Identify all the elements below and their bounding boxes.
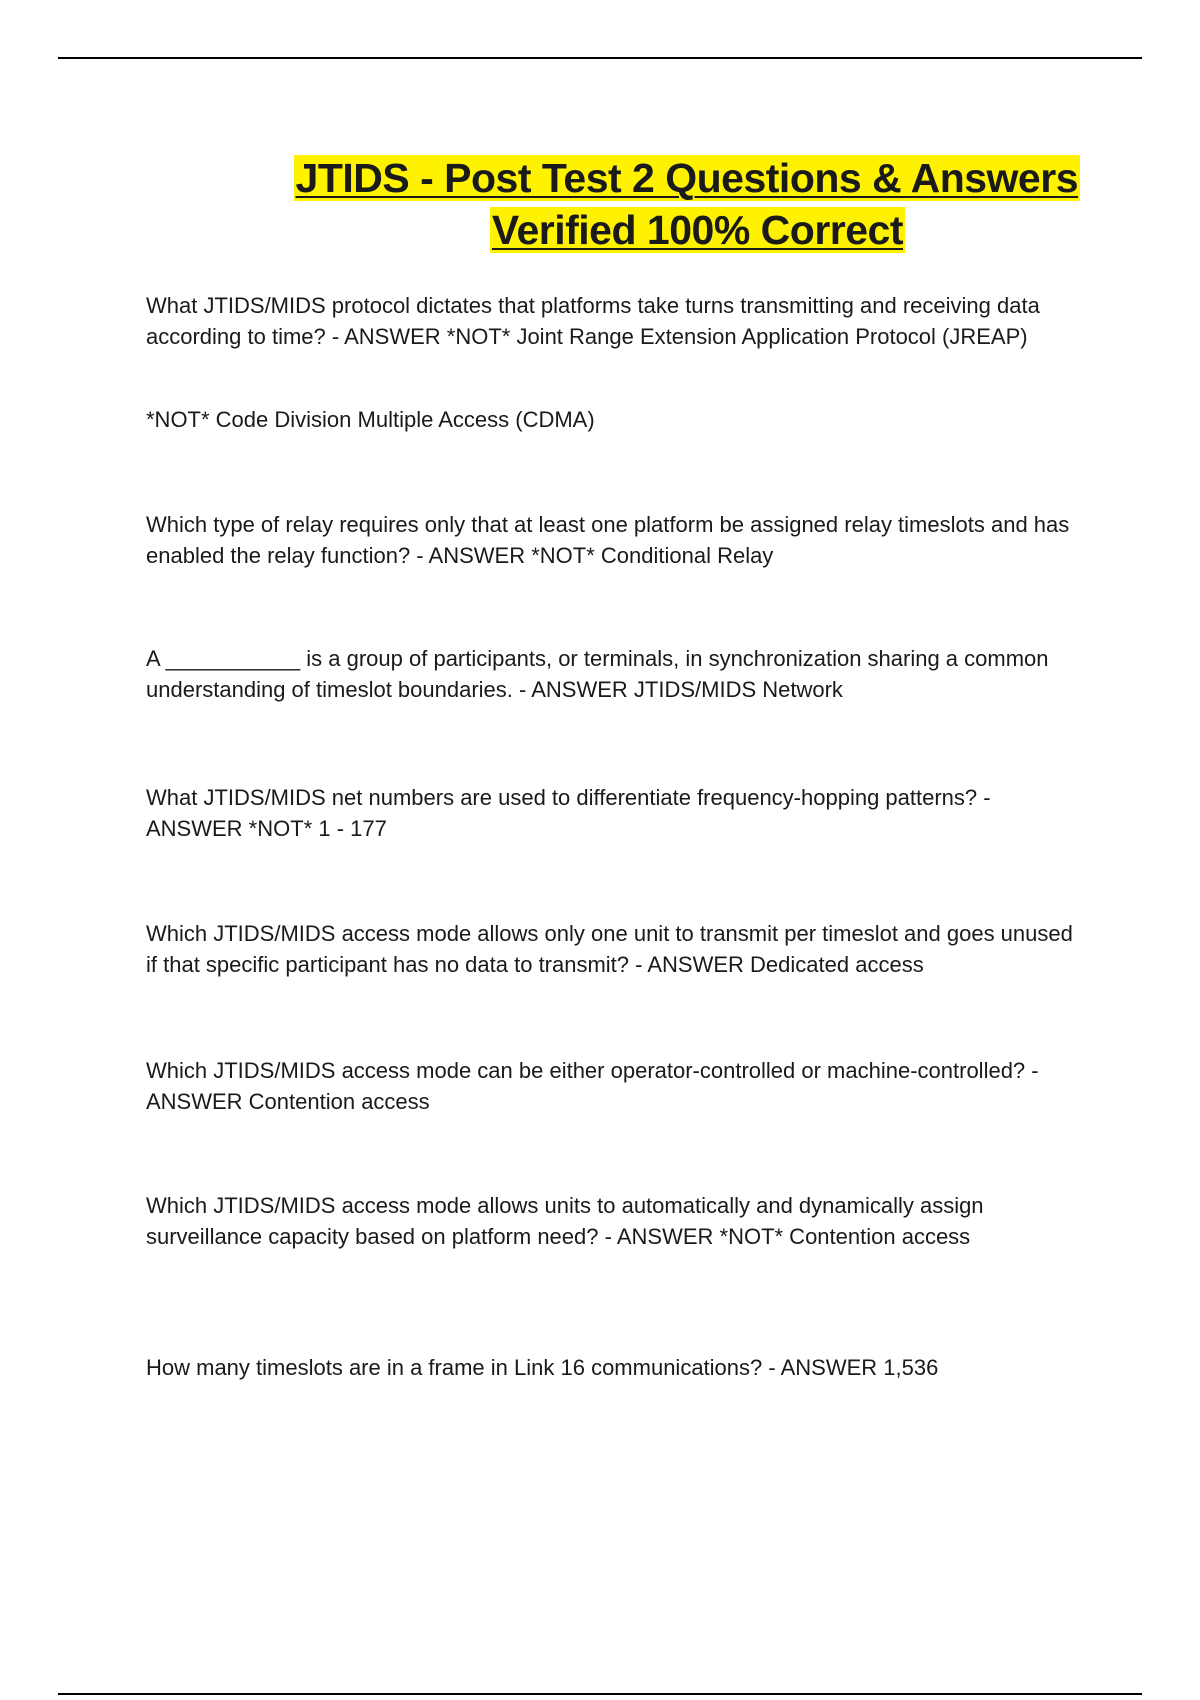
qa-item-9: How many timeslots are in a frame in Link 16 communications? - ANSWER 1,536 <box>146 1355 939 1380</box>
qa-item-5: What JTIDS/MIDS net numbers are used to differentiate frequency-hopping patterns? - ANSWER *NOT* 1 - 177 <box>146 785 991 841</box>
bottom-rule <box>58 1693 1142 1695</box>
qa-item-1: What JTIDS/MIDS protocol dictates that platforms take turns transmitting and receiving data according to time? - ANSWER *NOT* Joint Range Extension Application Protocol (JREAP) <box>146 293 1040 349</box>
top-rule <box>58 57 1142 59</box>
qa-item-7: Which JTIDS/MIDS access mode can be either operator-controlled or machine-controlled? - ANSWER Contention access <box>146 1058 1039 1114</box>
qa-item-6: Which JTIDS/MIDS access mode allows only one unit to transmit per timeslot and goes unused if that specific participant has no data to transmit? - ANSWER Dedicated access <box>146 921 1073 977</box>
qa-item-2: *NOT* Code Division Multiple Access (CDMA) <box>146 407 595 432</box>
qa-item-3: Which type of relay requires only that at least one platform be assigned relay timeslots and has enabled the relay function? - ANSWER *NOT* Conditional Relay <box>146 512 1070 568</box>
title-line-2: Verified 100% Correct <box>491 207 903 253</box>
qa-item-4: A ___________ is a group of participants, or terminals, in synchronization sharing a common understanding of timeslot boundaries. - ANSWER JTIDS/MIDS Network <box>146 646 1049 702</box>
qa-item-8: Which JTIDS/MIDS access mode allows units to automatically and dynamically assign surveillance capacity based on platform need? - ANSWER *NOT* Contention access <box>146 1193 984 1249</box>
document-title <box>150 152 1080 256</box>
title-line-1: JTIDS - Post Test 2 Questions & Answers <box>295 155 1078 201</box>
